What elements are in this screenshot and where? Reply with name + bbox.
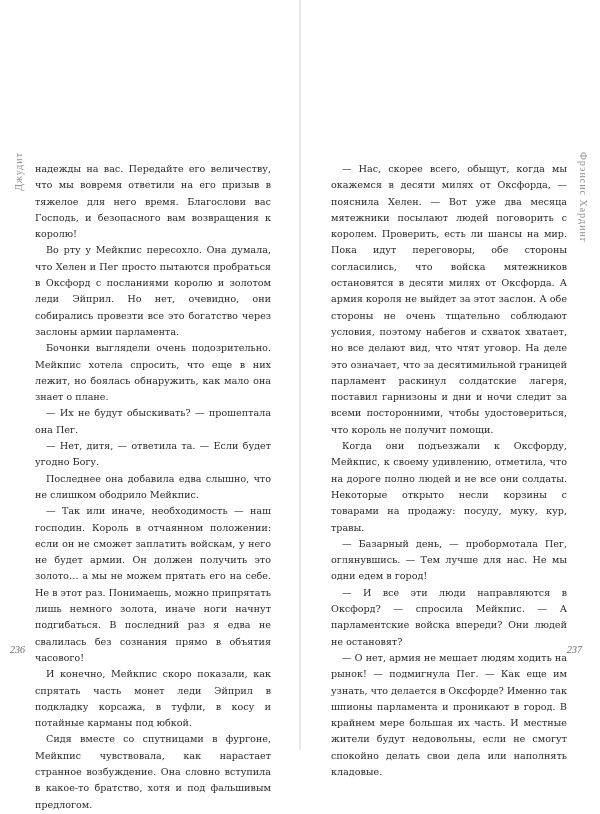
paragraph: — Базарный день, — пробормотала Пег, оглянувшись. — Тем лучше для нас. Не мы одни едем в город! [331, 538, 567, 583]
right-body-text [331, 162, 567, 781]
paragraph: Когда они подъезжали к Оксфорду, Мейкпис, к своему удивлению, отметила, что на дороге полно людей и не все они солдаты. Некоторые открыто несли корзины с товарами на продажу: посуду, муку, кур, травы. [331, 441, 567, 534]
right-page-number: 237 [567, 645, 582, 656]
paragraph: Бочонки выглядели очень подозрительно. Мейкпис хотела спросить, что еще в них лежит, но боялась обнаружить, как мало она знает о плане. [35, 343, 271, 404]
paragraph: Сидя вместе со спутницами в фургоне, Мейкпис чувствовала, как нарастает странное возбуждение. Она словно вступила в какое-то братство, хотя и под фальшивым предлогом. [35, 734, 271, 811]
paragraph: надежды на вас. Передайте его величеству, что мы вовремя ответили на его призыв в тяжелое для него время. Благослови вас Господь, и безопасного вам возвращения к королю! [35, 164, 271, 241]
paragraph: И конечно, Мейкпис скоро показали, как спрятать часть монет леди Эйприл в подкладку корсажа, в туфли, в косу и потайные карманы под юбкой. [35, 669, 271, 730]
paragraph: — О нет, армия не мешает людям ходить на рынок! — подмигнула Пег. — Как еще им узнать, что делается в Оксфорде? Именно так шпионы парламента и проникают в город. В крайнем мере большая их часть. И местные жители будут недовольны, если не смогут спокойно делать свои дела или наполнять кладовые. [331, 652, 567, 778]
right-page [300, 0, 600, 778]
left-running-head: Джудит [14, 152, 25, 191]
left-page [0, 0, 300, 811]
paragraph: Во рту у Мейкпис пересохло. Она думала, что Хелен и Пег просто пытаются пробраться в Оксфорд с посланиями королю и золотом леди Эйприл. Но нет, очевидно, они собирались провезти все это богатство через заслоны армии парламента. [35, 245, 271, 338]
paragraph: — Нас, скорее всего, обыщут, когда мы окажемся в десяти милях от Оксфорда, — пояснила Хелен. — Вот уже два месяца мятежники посылают людей поговорить с королем. Проверить, есть ли шансы на мир. Пока идут переговоры, обе стороны согласились, что войска мятежников остановятся в десяти милях от Оксфорда. А армия короля не выйдет за этот заслон. А обе стороны не очень тщательно соблюдают условия, поэтому набегов и схваток хватает, но все делают вид, что чтят уговор. На деле это означает, что за десятимильной границей парламент раскинул солдатские лагеря, поставил гарнизоны и дни и ночи следит за всеми посторонними, чтобы удостовериться, что король не получит помощи. [331, 164, 567, 436]
paragraph: Последнее она добавила едва слышно, что не слишком ободрило Мейкпис. [35, 473, 271, 501]
paragraph: — Так или иначе, необходимость — наш господин. Король в отчаянном положении: если он не сможет заплатить войскам, у него не будет армии. Он должен получить это золото… а мы не можем прятать его на себе. Не в этот раз. Понимаешь, можно припрятать лишь немного золота, иначе ноги начнут подгибаться. В последний раз я едва не свалилась без сознания прямо в объятия часового! [35, 506, 271, 664]
paragraph: — Нет, дитя, — ответила та. — Если будет угодно Богу. [35, 441, 271, 469]
right-running-head: Фрэнсис Хардинг [577, 152, 588, 243]
left-body-text [35, 162, 271, 814]
paragraph: — Их не будут обыскивать? — прошептала она Пег. [35, 408, 271, 436]
left-page-number: 236 [10, 645, 25, 656]
paragraph: — И все эти люди направляются в Оксфорд? — спросила Мейкпис. — А парламентские войска впереди? Они людей не остановят? [331, 587, 567, 648]
